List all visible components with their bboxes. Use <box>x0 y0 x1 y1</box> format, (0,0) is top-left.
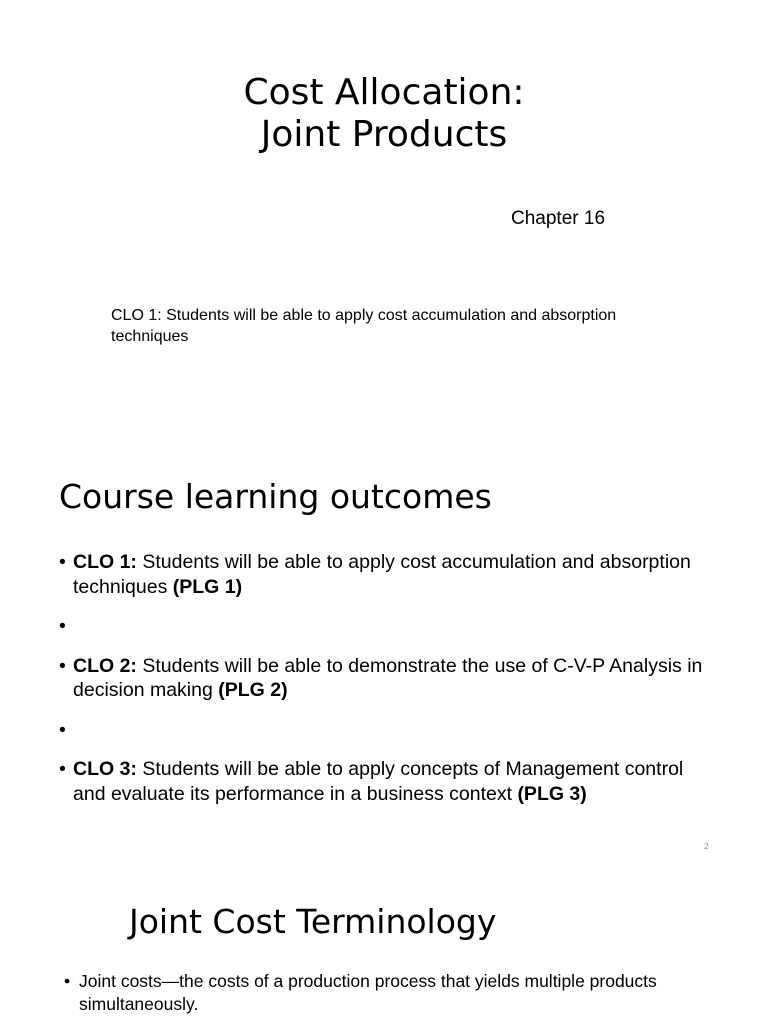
terminology-item <box>64 970 699 1016</box>
bullet-icon: • <box>59 718 66 741</box>
bullet-icon: • <box>59 758 66 780</box>
slide-title-line-1: Cost Allocation: <box>243 72 525 113</box>
terminology-text: Joint costs—the costs of a production process that yields multiple products simultaneously. <box>79 971 657 1014</box>
bullet-icon: • <box>64 971 71 991</box>
outcome-plg: (PLG 2) <box>218 679 288 701</box>
bullet-icon: • <box>59 551 66 573</box>
outcome-text: Students will be able to apply concepts of Management control and evaluate its performance in a business context <box>73 758 684 805</box>
page-number: 2 <box>704 842 709 851</box>
terminology-list <box>64 970 699 1016</box>
slide-title-line-2: Joint Products <box>260 114 508 155</box>
outcome-label: CLO 1: <box>73 551 137 573</box>
outcome-text: Students will be able to demonstrate the use of C-V-P Analysis in decision making <box>73 654 703 701</box>
chapter-label: Chapter 16 <box>511 208 606 229</box>
slide-heading: Course learning outcomes <box>59 477 492 516</box>
bullet-icon: • <box>59 615 66 637</box>
outcome-label: CLO 2: <box>73 654 137 677</box>
outcome-plg: (PLG 1) <box>172 575 243 598</box>
outcome-label: CLO 3: <box>73 758 137 780</box>
outcome-text: Students will be able to apply cost accumulation and absorption techniques <box>73 551 691 598</box>
clo-note: CLO 1: Students will be able to apply cost accumulation and absorption techniques <box>111 307 617 345</box>
slide-heading: Joint Cost Terminology <box>129 902 497 941</box>
outcome-plg: (PLG 3) <box>517 782 587 805</box>
bullet-icon: • <box>59 654 66 677</box>
